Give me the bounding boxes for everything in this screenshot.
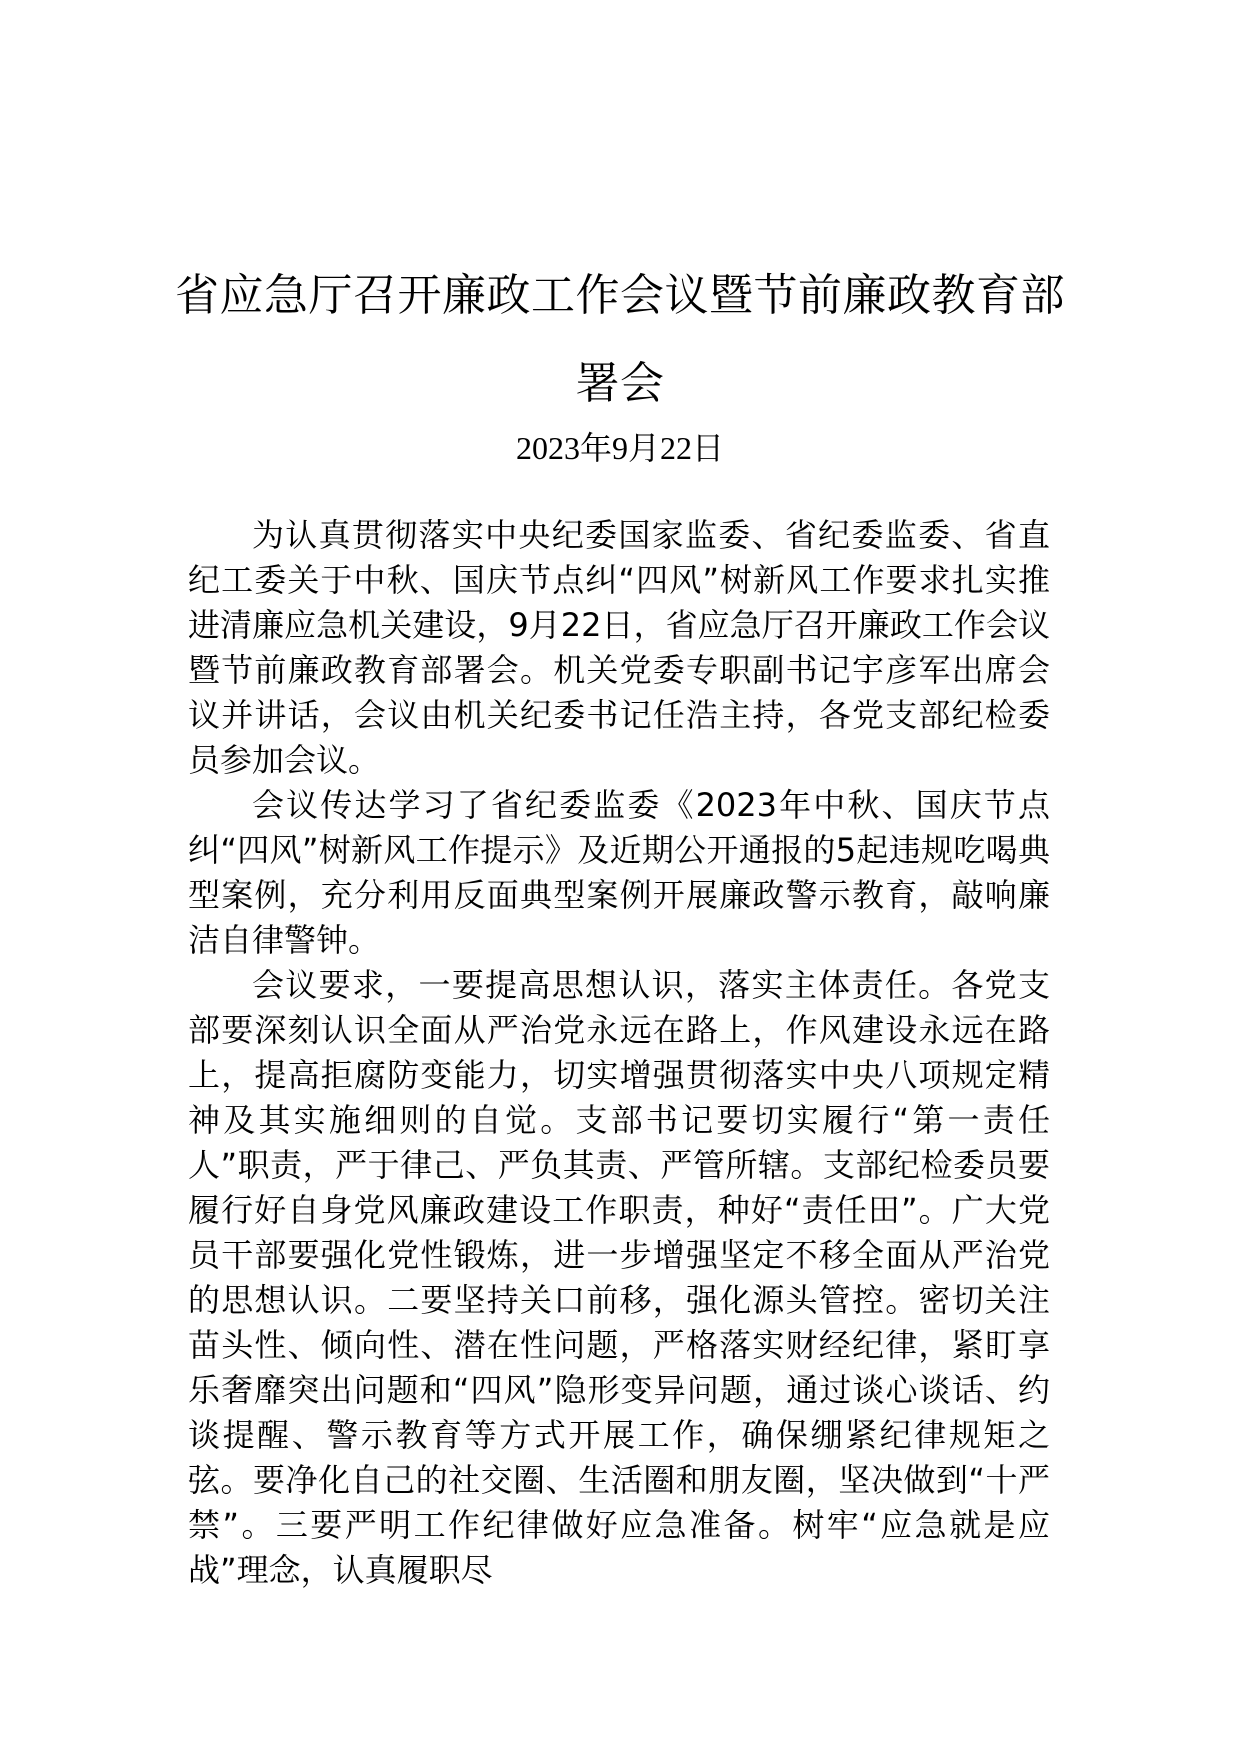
body-paragraph-3: 会议要求，一要提高思想认识，落实主体责任。各党支部要深刻认识全面从严治党永远在路上，作风建设永远在路上，提高拒腐防变能力，切实增强贯彻落实中央八项规定精神及其实施细则的自觉。支部书记要切实履行“第一责任人”职责，严于律己、严负其责、严管所辖。支部纪检委员要履行好自身党风廉政建设工作职责，种好“责任田”。广大党员干部要强化党性锻炼，进一步增强坚定不移全面从严治党的思想认识。二要坚持关口前移，强化源头管控。密切关注苗头性、倾向性、潜在性问题，严格落实财经纪律，紧盯享乐奢靡突出问题和“四风”隐形变异问题，通过谈心谈话、约谈提醒、警示教育等方式开展工作，确保绷紧纪律规矩之弦。要净化自己的社交圈、生活圈和朋友圈，坚决做到“十严禁”。三要严明工作纪律做好应急准备。树牢“应急就是应战”理念，认真履职尽	[188, 966, 1050, 1589]
body-paragraph-1: 为认真贯彻落实中央纪委国家监委、省纪委监委、省直纪工委关于中秋、国庆节点纠“四风”树新风工作要求扎实推进清廉应急机关建设，9月22日，省应急厅召开廉政工作会议暨节前廉政教育部署会。机关党委专职副书记宇彦军出席会议并讲话，会议由机关纪委书记任浩主持，各党支部纪检委员参加会议。	[188, 516, 1050, 779]
body-paragraph-2: 会议传达学习了省纪委监委《2023年中秋、国庆节点纠“四风”树新风工作提示》及近期公开通报的5起违规吃喝典型案例，充分利用反面典型案例开展廉政警示教育，敲响廉洁自律警钟。	[188, 786, 1050, 959]
document-title: 省应急厅召开廉政工作会议暨节前廉政教育部署会	[175, 270, 1065, 409]
document-date: 2023年9月22日	[515, 430, 724, 466]
document-body	[188, 513, 1050, 1593]
